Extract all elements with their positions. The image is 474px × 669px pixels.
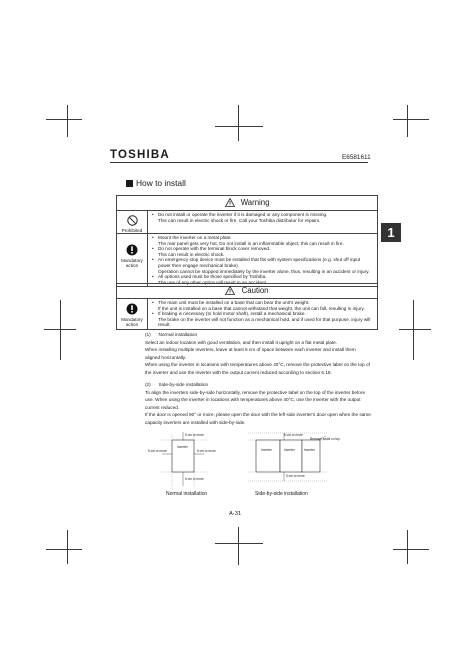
prohibited-icon [127,215,138,226]
warning-header [117,196,378,211]
list-item: • The main unit must be installed on a base that can bear the unit's weight. If the unit is installed on a base that cannot withstand that weight, the unit can fall, resulting in injury. [151,300,374,311]
warning-table [116,195,378,287]
caution-text [148,299,378,330]
paragraph-line: If the door is opened 90° or more, please open the door with the left side inverter's door open when the same [145,412,371,418]
caution-table [116,283,378,330]
paragraph-line: capacity inverters are installed with side-by-side. [145,419,246,425]
crop-mark [393,119,429,120]
prohibited-cell [117,211,148,234]
top-clearance-label: 5 cm or more [284,433,303,437]
caution-icon-label-2: action [125,322,139,327]
paragraph-line: the inverter and use the inverter with the output current reduced according to section 6.18. [145,369,332,375]
side-by-side-section [145,381,375,427]
chapter-tab: 1 [381,223,401,242]
page-number: A-31 [229,511,242,517]
list-item: • Mount the inverter on a metal plate. The rear panel gets very hot. Do not install in an inflammable object, this can result in fire. [151,235,374,246]
crop-mark [407,105,408,137]
crop-mark [60,300,61,360]
document-id: E6581611 [342,154,371,161]
normal-installation-section [145,331,375,377]
warning-title: Warning [240,198,270,207]
list-item: • An emergency stop device must be installed that fits with system specifications (e.g. shut off input power then engage mechanical brake). Operation cannot be stopped immediately by the inverter alone, thus, resulting in an accident or injury. [151,257,374,274]
paragraph-line: Select an indoor location with good ventilation, and then install it upright on a flat metal plate. [145,339,338,345]
crop-mark [238,105,239,141]
bottom-clearance-label: 5 cm or more [185,477,204,481]
bottom-clearance-label: 5 cm or more [286,474,305,478]
paragraph-line: current reduced. [145,404,180,410]
remove-seals-label: Remove seals on top [310,437,340,441]
caution-header [117,284,378,299]
crop-mark [46,119,82,120]
list-item: • If braking is necessary (to hold motor shaft), install a mechanical brake. The brake on the inverter will not function as a mechanical hold, and if used for that purpose, injury will result. [151,311,374,328]
normal-installation-heading: (1) Normal installation [145,332,198,337]
list-item: • Do not operate with the terminal block cover removed. This can result in electric shock. [151,246,374,257]
caution-icon-label: Mandatory [121,317,143,322]
brand-logo: TOSHIBA [110,149,170,161]
paragraph-line: use. When using the inverter in locations with temperatures above 40°C, use the inverter with the output [145,397,361,403]
header-rule [110,162,368,163]
crop-mark [238,527,239,565]
square-bullet-icon [126,180,133,187]
crop-mark [215,543,263,544]
normal-installation-figure [140,428,240,492]
list-item: • Do not install or operate the inverter if it is damaged or any component is missing. This can result in electric shock or fire. Call your Toshiba distributor for repairs. [151,212,374,223]
left-clearance-label: 5 cm or more [148,449,167,453]
crop-mark [407,530,408,564]
right-clearance-label: 5 cm or more [197,449,216,453]
prohibited-label: Prohibited [121,228,143,233]
crop-mark [393,549,429,550]
normal-installation-diagram [140,428,240,492]
side-by-side-diagram [238,428,348,492]
inverter-label: Inverter [261,448,272,452]
inverter-label: Inverter [284,448,295,452]
side-by-side-heading: (2) Side-by-side installation [145,382,209,387]
caution-title: Caution [241,286,269,295]
mandatory-action-icon [126,303,138,315]
list-item: • All options used must be those specified by Toshiba. The use of any other option will result in an accident. [151,274,374,285]
paragraph-line: When using the inverter in locations with temperatures above 40°C, remove the protective label on the top of [145,362,370,368]
mandatory-cell [117,234,148,287]
warning-triangle-icon [225,198,235,207]
section-title-text: How to install [136,178,186,188]
caution-icon-cell [117,299,148,330]
mandatory-action-icon [126,244,138,256]
normal-installation-caption: Normal installation [166,491,208,497]
side-by-side-caption: Side-by-side installation [255,491,308,497]
crop-mark [215,126,263,127]
crop-mark [399,329,431,330]
inverter-label: Inverter [304,448,315,452]
mandatory-label: Mandatory [121,258,143,263]
crop-mark [44,329,76,330]
paragraph-line: When installing multiple inverters, leave at least 5 cm of space between each inverter and install them [145,347,356,353]
mandatory-text [148,234,378,287]
crop-mark [67,530,68,564]
caution-triangle-icon [225,286,235,295]
crop-mark [413,300,414,360]
prohibited-text [148,211,378,234]
crop-mark [67,105,68,137]
crop-mark [46,549,82,550]
top-clearance-label: 5 cm or more [185,433,204,437]
inverter-label: Inverter [177,445,188,449]
paragraph-line: aligned horizontally. [145,354,187,360]
section-title [126,178,186,188]
mandatory-label-2: action [125,263,139,268]
paragraph-line: To align the inverters side-by-side horizontally, remove the protective label on the top of the inverter before [145,389,366,395]
